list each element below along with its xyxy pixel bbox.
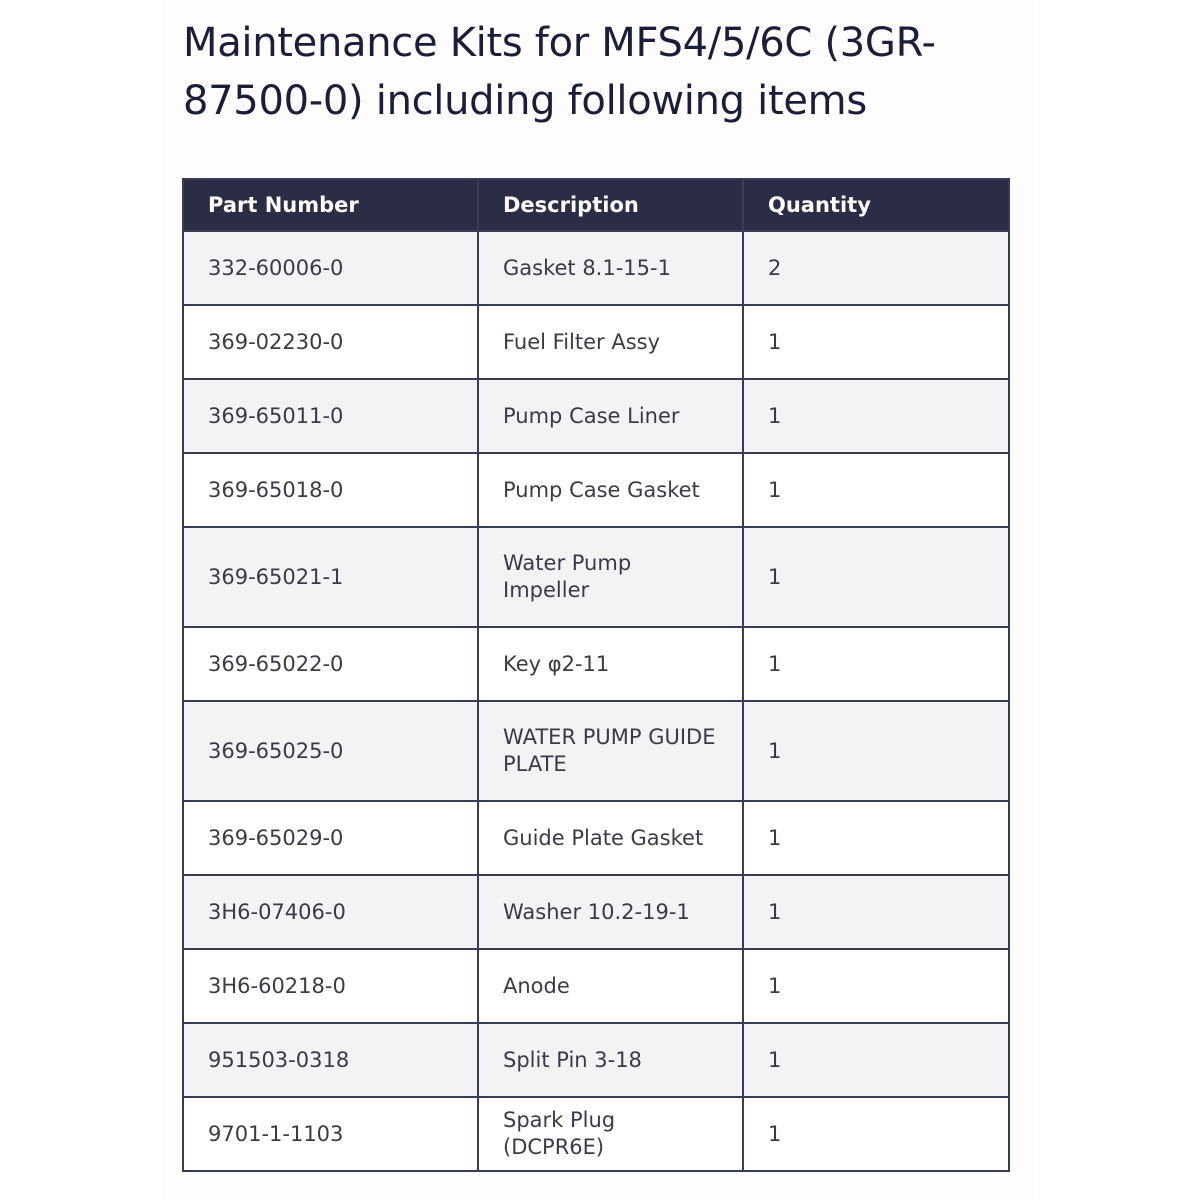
table-row	[183, 305, 1009, 379]
table-row	[183, 875, 1009, 949]
quantity-cell: 1	[743, 701, 1009, 801]
part-number-cell: 369-65021-1	[183, 527, 478, 627]
description-cell: Anode	[478, 949, 743, 1023]
description-cell: Washer 10.2-19-1	[478, 875, 743, 949]
description-cell: Split Pin 3-18	[478, 1023, 743, 1097]
part-number-cell: 9701-1-1103	[183, 1097, 478, 1171]
column-header-quantity: Quantity	[743, 179, 1009, 231]
table-row	[183, 1097, 1009, 1171]
table-row	[183, 627, 1009, 701]
quantity-cell: 1	[743, 1097, 1009, 1171]
table-row	[183, 801, 1009, 875]
description-cell: Key φ2-11	[478, 627, 743, 701]
description-cell: Guide Plate Gasket	[478, 801, 743, 875]
column-header-part-number: Part Number	[183, 179, 478, 231]
description-cell: Pump Case Gasket	[478, 453, 743, 527]
part-number-cell: 369-65011-0	[183, 379, 478, 453]
quantity-cell: 1	[743, 875, 1009, 949]
table-row	[183, 1023, 1009, 1097]
description-cell: Water Pump Impeller	[478, 527, 743, 627]
quantity-cell: 1	[743, 627, 1009, 701]
part-number-cell: 3H6-60218-0	[183, 949, 478, 1023]
table-row	[183, 527, 1009, 627]
table-row	[183, 379, 1009, 453]
quantity-cell: 1	[743, 379, 1009, 453]
part-number-cell: 369-65022-0	[183, 627, 478, 701]
quantity-cell: 1	[743, 453, 1009, 527]
quantity-cell: 2	[743, 231, 1009, 305]
part-number-cell: 951503-0318	[183, 1023, 478, 1097]
description-cell: Pump Case Liner	[478, 379, 743, 453]
part-number-cell: 369-02230-0	[183, 305, 478, 379]
part-number-cell: 3H6-07406-0	[183, 875, 478, 949]
table-row	[183, 231, 1009, 305]
part-number-cell: 369-65018-0	[183, 453, 478, 527]
part-number-cell: 369-65029-0	[183, 801, 478, 875]
quantity-cell: 1	[743, 1023, 1009, 1097]
quantity-cell: 1	[743, 949, 1009, 1023]
table-row	[183, 949, 1009, 1023]
table-header-row	[183, 179, 1009, 231]
description-cell: WATER PUMP GUIDE PLATE	[478, 701, 743, 801]
page-title: Maintenance Kits for MFS4/5/6C (3GR-87500-0) including following items	[183, 20, 936, 124]
quantity-cell: 1	[743, 527, 1009, 627]
table-row	[183, 701, 1009, 801]
description-cell: Gasket 8.1-15-1	[478, 231, 743, 305]
table-row	[183, 453, 1009, 527]
quantity-cell: 1	[743, 305, 1009, 379]
quantity-cell: 1	[743, 801, 1009, 875]
part-number-cell: 369-65025-0	[183, 701, 478, 801]
description-cell: Spark Plug (DCPR6E)	[478, 1097, 743, 1171]
parts-table	[182, 178, 1010, 1172]
description-cell: Fuel Filter Assy	[478, 305, 743, 379]
part-number-cell: 332-60006-0	[183, 231, 478, 305]
column-header-description: Description	[478, 179, 743, 231]
